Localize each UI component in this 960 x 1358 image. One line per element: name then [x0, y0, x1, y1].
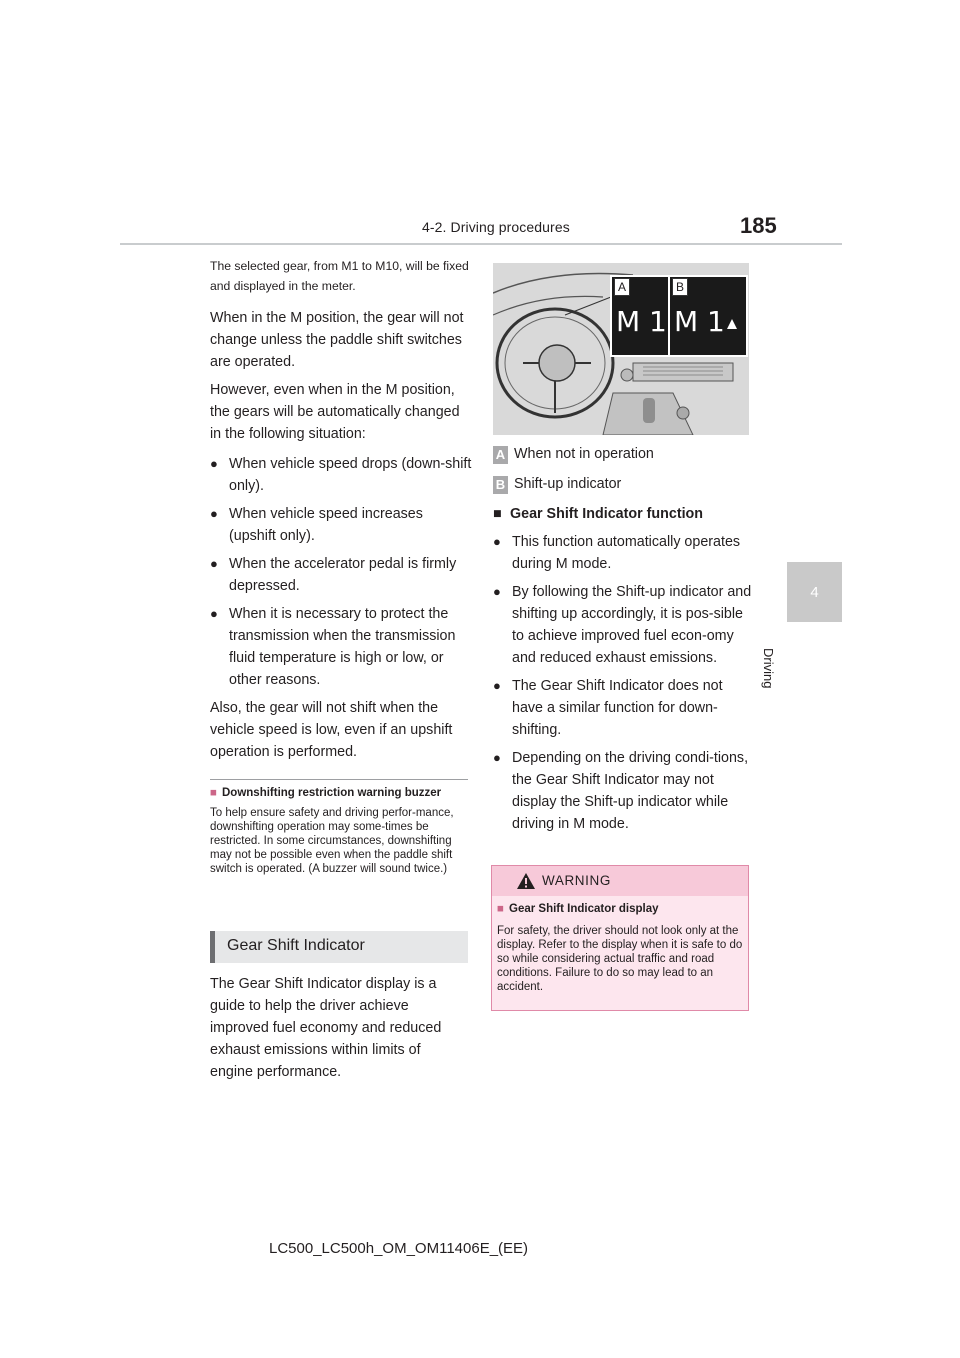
subsection-heading: ■ Gear Shift Indicator function	[493, 503, 755, 525]
bullet-icon: ●	[493, 534, 501, 549]
legend-key: B	[493, 476, 508, 494]
section-heading-text: Gear Shift Indicator	[227, 937, 365, 954]
square-bullet-icon: ■	[497, 903, 504, 915]
bullet-icon: ●	[493, 750, 501, 765]
list-item	[210, 453, 472, 497]
label-b: B	[675, 280, 684, 294]
list-item	[493, 581, 755, 669]
list-item-text: When the accelerator pedal is firmly depressed.	[229, 556, 457, 594]
paragraph: However, even when in the M position, the gears will be automatically changed in the following situation:	[210, 382, 460, 442]
label-a-box	[614, 278, 630, 296]
left-column	[210, 256, 472, 876]
warning-content	[497, 902, 743, 994]
note-body: To help ensure safety and driving perfor-mance, downshifting operation may some-times be restricted. In some circumstances, downshifting may not be possible even when the paddle shift switch is operated. (A buzzer will sound twice.)	[210, 807, 454, 875]
warning-subtitle: ■ Gear Shift Indicator display	[497, 903, 659, 915]
legend-key: A	[493, 446, 508, 464]
shift-up-arrow-icon	[727, 319, 737, 329]
bullet-icon: ●	[493, 678, 501, 693]
chapter-number: 4	[810, 584, 819, 601]
intro-note: The selected gear, from M1 to M10, will be fixed and displayed in the meter.	[210, 259, 469, 293]
list-item-text: The Gear Shift Indicator does not have a similar function for down-shifting.	[512, 678, 723, 738]
bullet-icon: ●	[493, 584, 501, 599]
section-title: 4-2. Driving procedures	[422, 219, 570, 235]
list-item-text: When vehicle speed increases (upshift only).	[229, 506, 423, 544]
list-item	[493, 747, 755, 835]
gear-display-b-text: M 1	[674, 305, 725, 338]
warning-text: For safety, the driver should not look only at the display. Refer to the display when it is safe to do so while considering actual traffic and road conditions. Failure to do so may lead to an accident.	[497, 925, 743, 993]
bullet-icon: ●	[210, 606, 218, 621]
section-paragraph: The Gear Shift Indicator display is a guide to help the driver achieve improved fuel economy and reduced exhaust emissions within limits of engine performance.	[210, 976, 442, 1080]
list-item-text: When vehicle speed drops (down-shift only).	[229, 456, 472, 494]
bullet-icon: ●	[210, 456, 218, 471]
list-item	[210, 503, 472, 547]
list-item-text: Depending on the driving condi-tions, the Gear Shift Indicator may not display the Shift-up indicator while driving in M mode.	[512, 750, 749, 832]
paragraph: When in the M position, the gear will not change unless the paddle shift switches are operated.	[210, 310, 464, 370]
label-b-box	[672, 278, 688, 296]
page-number: 185	[740, 213, 777, 238]
warning-box	[491, 865, 749, 1011]
dashboard-illustration	[493, 263, 749, 435]
legend-text: When not in operation	[514, 446, 654, 462]
warning-title: WARNING	[542, 873, 611, 888]
list-item	[493, 531, 755, 575]
list-item	[210, 603, 472, 691]
list-item	[210, 553, 472, 597]
warning-triangle-icon	[517, 873, 535, 889]
chapter-tab[interactable]	[787, 562, 842, 622]
list-item-text: This function automatically operates during M mode.	[512, 534, 741, 572]
square-bullet-icon: ■	[493, 506, 502, 522]
right-column	[493, 503, 755, 835]
list-item-text: By following the Shift-up indicator and shifting up accordingly, it is pos-sible to achieve improved fuel econ-omy and reduced exhaust emissions.	[512, 584, 752, 666]
legend-text: Shift-up indicator	[514, 476, 622, 492]
paragraph: Also, the gear will not shift when the vehicle speed is low, even if an upshift operation is performed.	[210, 700, 453, 760]
square-bullet-icon: ■	[210, 787, 217, 799]
header-rule	[120, 243, 842, 245]
bullet-icon: ●	[210, 506, 218, 521]
note-title: ■ Downshifting restriction warning buzzer	[210, 787, 442, 799]
note-divider	[210, 779, 468, 780]
list-item-text: When it is necessary to protect the transmission when the transmission fluid temperature is high or low, or other reasons.	[229, 606, 456, 688]
bullet-icon: ●	[210, 556, 218, 571]
gear-display-a-text: M 1	[616, 305, 667, 338]
label-a: A	[617, 280, 626, 294]
section-heading	[210, 931, 468, 963]
list-item	[493, 675, 755, 741]
chapter-label: Driving	[761, 648, 776, 689]
document-code: LC500_LC500h_OM_OM11406E_(EE)	[269, 1240, 529, 1257]
